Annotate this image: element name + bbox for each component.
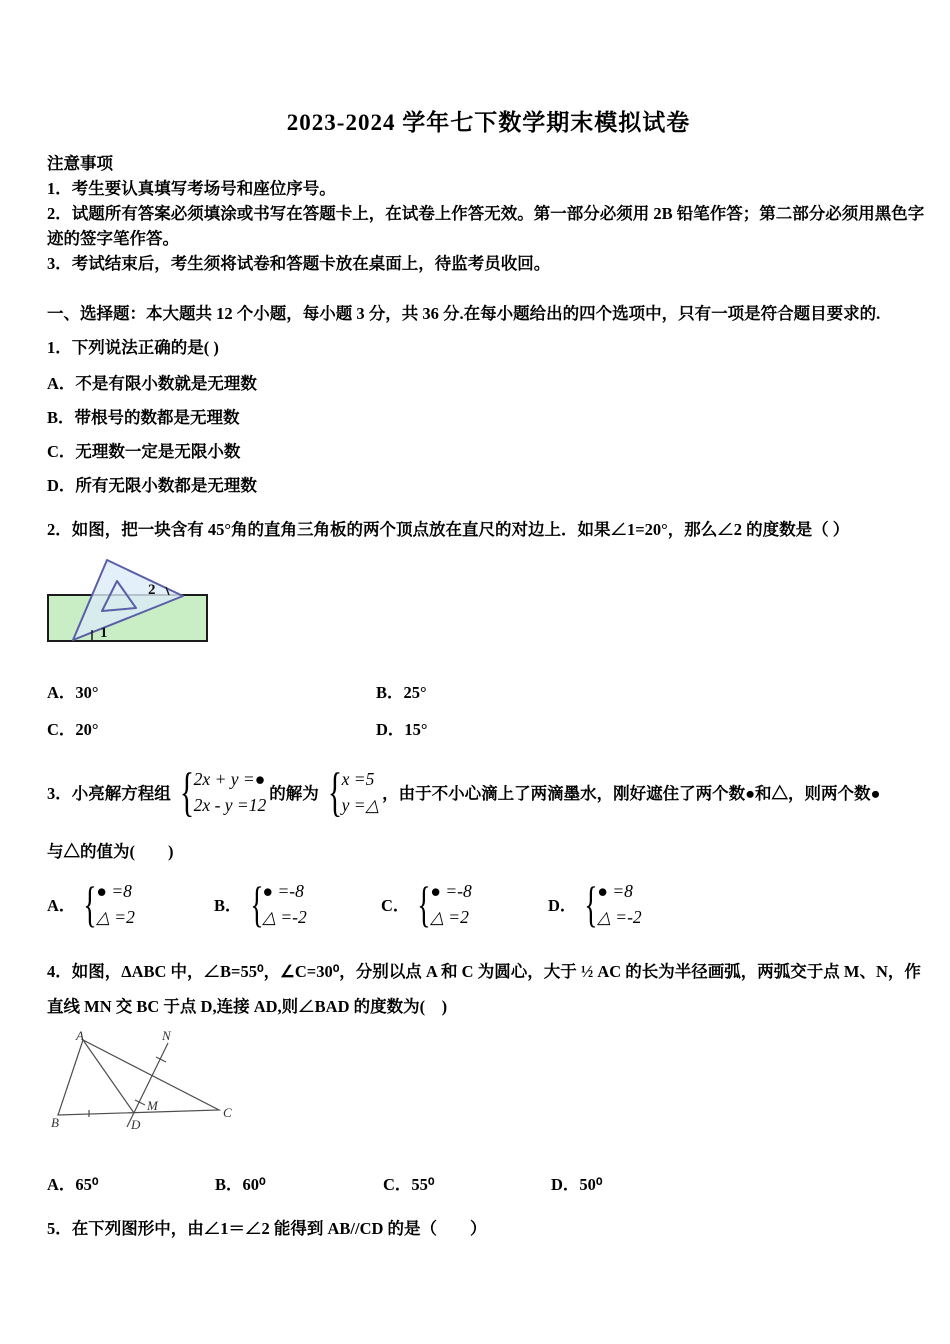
option-value-line: △ =-2 [262, 907, 307, 927]
q3-suffix: ，由于不小心滴上了两滴墨水，刚好遮住了两个数●和△，则两个数● [382, 784, 881, 803]
left-brace: { [584, 875, 599, 932]
left-brace: { [327, 761, 342, 822]
question-3-options [47, 875, 930, 932]
option-letter: D． [548, 896, 577, 915]
question-1-option-a: A．不是有限小数就是无理数 [47, 374, 257, 393]
question-4-option-c: C．55⁰ [383, 1175, 435, 1194]
option-value-line: ● =-8 [262, 881, 304, 901]
question-2-option-c: C．20° [47, 720, 99, 739]
question-1-stem: 1．下列说法正确的是( ) [47, 338, 219, 357]
option-value-line: △ =-2 [597, 907, 642, 927]
vertex-label-c: C [223, 1105, 232, 1120]
question-2-option-b: B．25° [376, 683, 427, 702]
question-3-option-c [381, 875, 548, 932]
left-brace: { [249, 875, 264, 932]
vertex-label-b: B [51, 1115, 59, 1130]
question-2-option-a: A．30° [47, 683, 99, 702]
question-3-stem [47, 761, 930, 822]
q3-prefix: 3．小亮解方程组 [47, 784, 171, 803]
question-4-options [47, 1171, 930, 1195]
question-4-stem: 4．如图，ΔABC 中，∠B=55⁰，∠C=30⁰，分别以点 A 和 C 为圆心，大于 ½ AC 的长为半径画弧，两弧交于点 M、N，作直线 MN 交 BC 于点 D,连接 AD,则∠BAD 的度数为( ) [47, 962, 921, 1016]
section-1-heading: 一、选择题：本大题共 12 个小题，每小题 3 分，共 36 分.在每小题给出的四个选项中，只有一项是符合题目要求的. [47, 304, 881, 323]
triangle-construction-figure [49, 1030, 239, 1142]
question-2-stem: 2．如图，把一块含有 45°角的直角三角板的两个顶点放在直尺的对边上．如果∠1=20°，那么∠2 的度数是（ ） [47, 520, 850, 539]
option-letter: A． [47, 896, 76, 915]
question-3-stem-line-2: 与△的值为( ) [47, 842, 174, 861]
q3-solution-y: y =△ [341, 795, 380, 815]
question-4-figure [49, 1030, 930, 1147]
angle-label-1: 1 [100, 625, 108, 641]
point-label-m: M [147, 1098, 158, 1113]
q3-solution-x: x =5 [341, 769, 375, 789]
left-brace: { [83, 875, 98, 932]
exam-title: 2023-2024 学年七下数学期末模拟试卷 [286, 110, 691, 135]
notice-heading: 注意事项 [47, 154, 113, 173]
notice-item-3: 3．考试结束后，考生须将试卷和答题卡放在桌面上，待监考员收回。 [47, 254, 551, 273]
question-1-option-d: D．所有无限小数都是无理数 [47, 476, 257, 495]
option-letter: B． [214, 896, 242, 915]
left-brace: { [179, 761, 194, 822]
segment-ad [83, 1040, 134, 1113]
option-value-line: △ =2 [430, 907, 469, 927]
option-value-line: △ =2 [96, 907, 135, 927]
question-5-stem: 5．在下列图形中，由∠1＝∠2 能得到 AB//CD 的是（ ） [47, 1219, 487, 1238]
q3-equation-2: 2x - y =12 [193, 795, 267, 815]
q3-mid: 的解为 [269, 784, 319, 803]
notice-item-1: 1．考生要认真填写考场号和座位序号。 [47, 179, 336, 198]
point-label-d: D [131, 1117, 141, 1132]
question-1-option-b: B．带根号的数都是无理数 [47, 408, 240, 427]
line-mn [127, 1043, 168, 1127]
option-value-line: ● =-8 [430, 881, 472, 901]
q3-equation-1: 2x + y =● [193, 769, 266, 789]
question-2-options [47, 679, 930, 740]
vertex-label-a: A [76, 1030, 84, 1043]
option-letter: C． [381, 896, 410, 915]
notice-item-2: 2．试题所有答案必须填涂或书写在答题卡上，在试卷上作答无效。第一部分必须用 2B 铅笔作答；第二部分必须用黑色字迹的签字笔作答。 [47, 204, 925, 248]
question-4-option-b: B．60⁰ [215, 1175, 266, 1194]
q3-equation-system [174, 761, 267, 822]
option-value-line: ● =8 [96, 881, 132, 901]
ruler-and-set-square-figure [47, 554, 217, 646]
question-2-option-d: D．15° [376, 720, 428, 739]
question-2-figure [47, 554, 930, 651]
q3-solution-system [322, 761, 380, 822]
question-3-option-a [47, 875, 214, 932]
question-1-option-c: C．无理数一定是无限小数 [47, 442, 241, 461]
option-value-line: ● =8 [597, 881, 633, 901]
question-3-option-b [214, 875, 381, 932]
question-3-option-d [548, 875, 645, 932]
angle-label-2: 2 [148, 582, 156, 598]
question-4-option-a: A．65⁰ [47, 1175, 99, 1194]
point-label-n: N [162, 1030, 171, 1043]
question-4-option-d: D．50⁰ [551, 1175, 603, 1194]
left-brace: { [417, 875, 432, 932]
